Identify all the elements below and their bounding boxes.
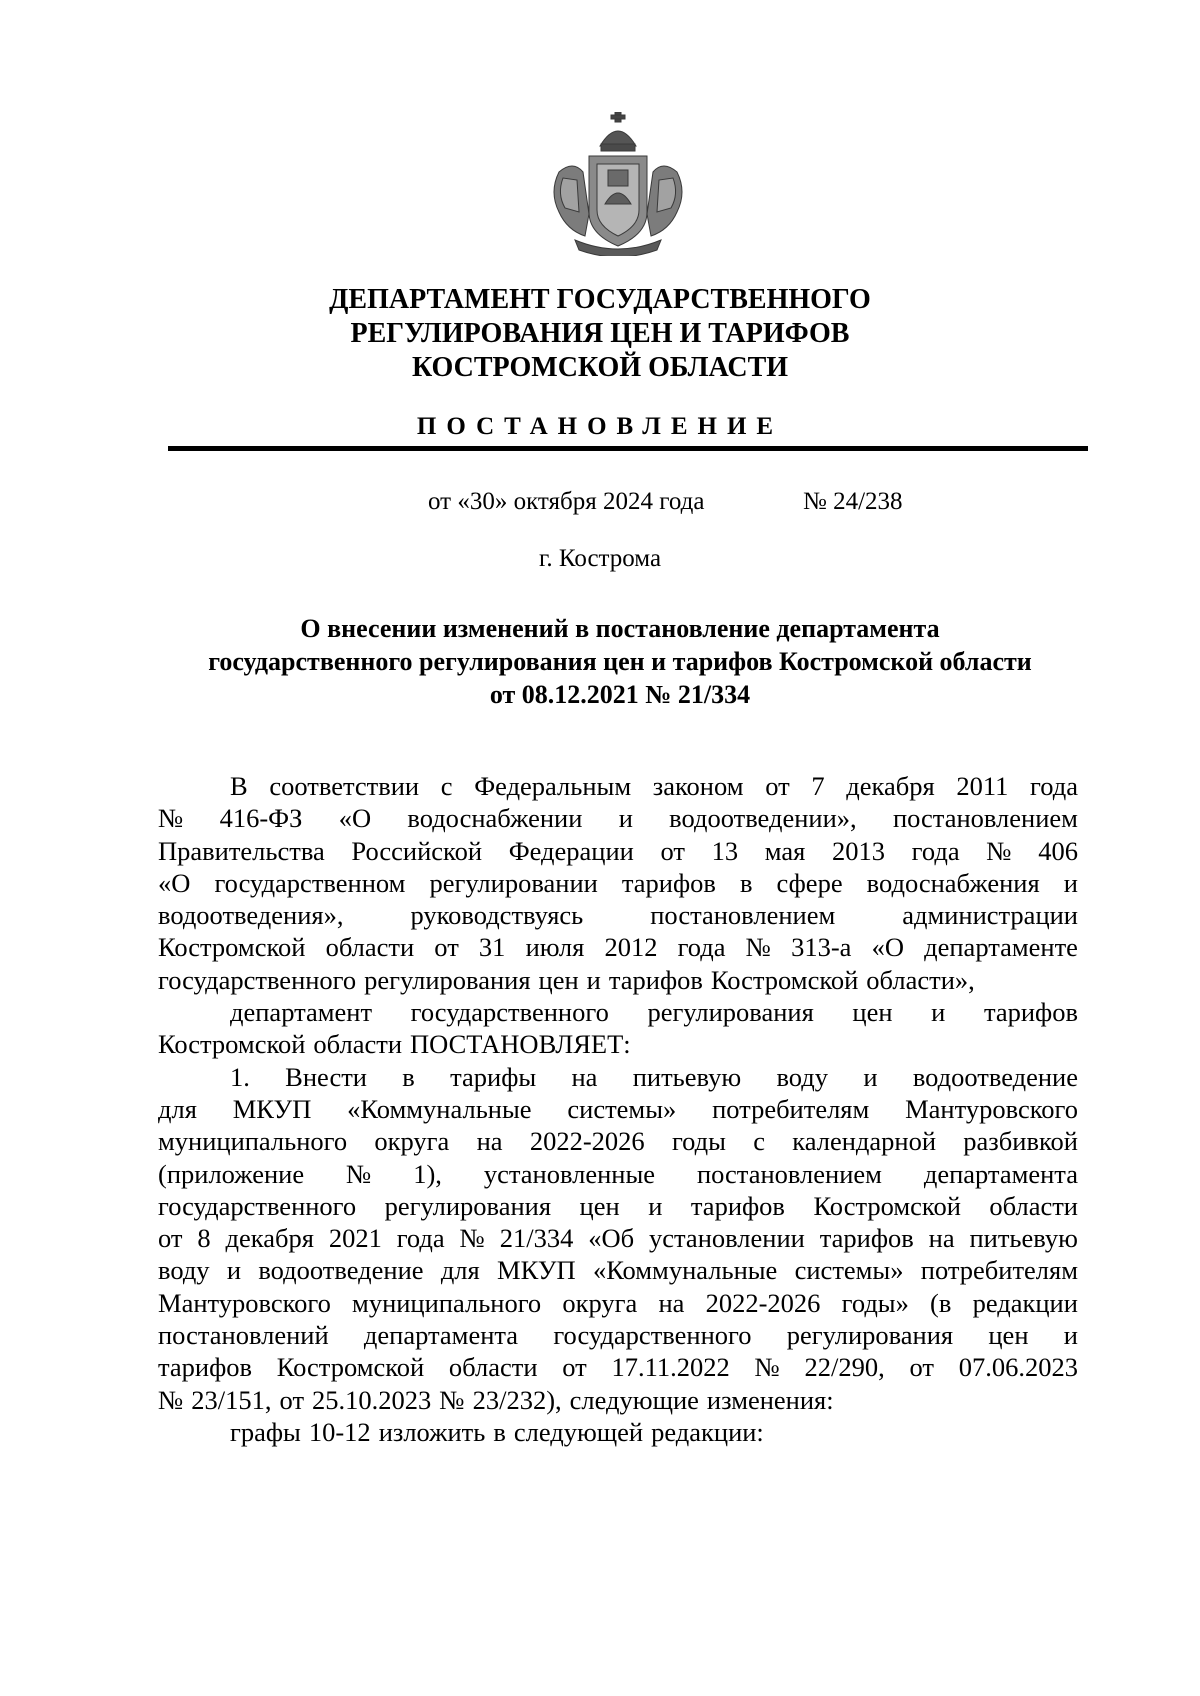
body-word: государственного [158,964,357,995]
body-word: в [493,1416,506,1447]
body-word: декабря [225,1223,314,1254]
body-line [158,770,1078,802]
body-word: тарифов [690,1190,785,1221]
body-word: постановлений [158,1320,329,1351]
department-name [150,283,1050,385]
document-body [158,770,1078,1448]
body-word: 10-12 [308,1416,371,1447]
body-word: «Об [588,1223,635,1254]
body-word: № [745,932,771,963]
body-line [158,1190,1078,1222]
body-word: воду [158,1255,210,1286]
body-word: Костромской [158,932,306,963]
body-word: водоотведение [912,1061,1078,1092]
body-word: 21/334 [499,1223,574,1254]
department-name-line: РЕГУЛИРОВАНИЯ ЦЕН И ТАРИФОВ [350,318,850,349]
body-word: 8 [197,1223,211,1254]
document-city: г. Кострома [538,545,662,572]
body-word: цен [579,1190,620,1221]
body-word: от [765,771,790,801]
body-word: Федеральным [474,771,632,801]
body-line [158,996,1078,1028]
body-word: 2012 [604,932,658,963]
body-word: и [863,1061,878,1092]
body-word: 22/290, [804,1352,885,1383]
body-line [158,1222,1078,1254]
body-word: редакции [972,1287,1078,1318]
body-word: в [402,1061,415,1092]
subject-line: от 08.12.2021 № 21/334 [489,680,751,709]
body-word: области», [866,964,975,995]
body-word: тарифов [983,997,1078,1028]
body-line [158,1125,1078,1157]
body-word: и [586,964,601,995]
body-word: от [562,1352,587,1383]
body-word: № [459,1223,485,1254]
body-word: года [677,932,726,963]
body-word: 416-ФЗ [219,803,303,834]
subject-line: государственного регулирования цен и тарифов Костромской области [208,647,1032,676]
body-word: департамента [363,1320,519,1351]
body-line [158,931,1078,963]
body-line [158,899,1078,931]
body-line [158,1384,1078,1416]
body-word: 07.06.2023 [958,1352,1078,1383]
body-word: календарной [792,1126,937,1157]
body-word: руководствуясь [410,900,584,931]
body-word: водоснабжении [407,803,583,834]
body-word: государственном [214,867,406,898]
body-line [158,1254,1078,1286]
body-word: изменения: [706,1384,834,1415]
body-word: цен [538,964,579,995]
body-word: № [986,835,1012,866]
body-word: разбивкой [963,1126,1078,1157]
body-line [158,1416,1078,1448]
body-word: 1. [230,1061,250,1092]
body-word: государственного [158,1190,357,1221]
body-word: потребителям [920,1255,1078,1286]
body-word: регулировании [429,867,598,898]
body-word: законом [652,771,744,801]
body-word: администрации [902,900,1078,931]
body-word: Мантуровского [158,1287,331,1318]
body-word: водоснабжения [866,867,1040,898]
body-word: Мантуровского [905,1093,1078,1124]
body-line [158,1287,1078,1319]
body-word: годы [671,1126,726,1157]
body-word: области [989,1190,1078,1221]
body-word: 313-а [791,932,852,963]
body-word: Костромской [276,1352,425,1383]
body-word: и [648,1190,663,1221]
body-word: 2021 [328,1223,382,1254]
body-line [158,1351,1078,1383]
body-word: 23/151, [191,1384,272,1415]
body-word: от [158,1223,183,1254]
body-word: № [439,1384,465,1415]
body-word: редакции: [651,1416,764,1447]
body-word: изложить [378,1416,486,1447]
body-word: регулирования [647,997,814,1028]
body-word: водоотведение [258,1255,424,1286]
body-word: МКУП [232,1093,312,1124]
body-word: «Коммунальные [347,1093,532,1124]
body-word: от [279,1384,305,1415]
body-word: «О [871,932,904,963]
body-word: от [660,835,685,866]
body-word: № [346,1158,372,1189]
body-word: следующие [569,1384,699,1415]
body-word: от [434,932,459,963]
body-word: государственного [410,997,609,1028]
body-word: муниципального [352,1287,542,1318]
body-word: Костромской [710,964,859,995]
document-subject [150,612,1090,711]
body-line [158,964,1078,996]
body-word: 13 [711,835,739,866]
body-word: (в [930,1287,952,1318]
body-line [158,867,1078,899]
body-word: тарифов [158,1352,253,1383]
body-word: департаменте [924,932,1078,963]
body-word: водоотведении», [669,803,857,834]
body-word: «Коммунальные [592,1255,778,1286]
body-word: и [1063,1320,1078,1351]
body-word: установлении [649,1223,805,1254]
body-word: тарифов [621,867,716,898]
body-word: № [158,1384,184,1415]
body-word: постановлением [696,1158,882,1189]
body-word: следующей [513,1416,644,1447]
body-word: установленные [483,1158,656,1189]
body-word: ПОСТАНОВЛЯЕТ: [410,1029,631,1060]
body-word: «О [158,867,191,898]
body-word: графы [230,1416,301,1447]
body-word: года [1030,771,1078,801]
coat-of-arms-icon [545,112,691,256]
body-word: системы» [794,1255,904,1286]
document-date: от «30» октября 2024 года [428,488,705,515]
body-word: Федерации [508,835,634,866]
body-word: 25.10.2023 [312,1384,432,1415]
body-word: Внести [285,1061,367,1092]
body-word: департамент [230,997,373,1028]
body-word: в [739,867,753,898]
body-word: тарифов [608,964,703,995]
body-word: Костромской [813,1190,961,1221]
body-word: 7 [811,771,825,801]
body-word: тарифов [819,1223,914,1254]
body-word: питьевую [969,1223,1078,1254]
body-word: питьевую [632,1061,742,1092]
body-word: Костромской [158,1029,306,1060]
body-word: 2011 [956,771,1009,801]
body-word: для [158,1093,197,1124]
body-word: № [754,1352,780,1383]
body-line [158,1028,1078,1060]
body-word: Российской [351,835,483,866]
body-line [158,1319,1078,1351]
body-word: 406 [1038,835,1078,866]
date-number-line [428,488,903,516]
body-word: регулирования [364,964,531,995]
body-word: 17.11.2022 [611,1352,730,1383]
body-word: мая [764,835,806,866]
document-type: ПОСТАНОВЛЕНИЕ [416,413,784,440]
body-line [158,835,1078,867]
body-word: и [931,997,946,1028]
body-word: округа [374,1126,450,1157]
body-word: сфере [776,867,843,898]
body-word: и [1063,867,1078,898]
department-name-line: ДЕПАРТАМЕНТ ГОСУДАРСТВЕННОГО [329,284,871,315]
body-word: на [928,1223,955,1254]
body-word: МКУП [497,1255,576,1286]
body-word: цен [988,1320,1029,1351]
body-word: июля [525,932,585,963]
body-word: постановлением [892,803,1078,834]
body-word: на [476,1126,503,1157]
body-word: соответствии [269,771,420,801]
body-word: регулирования [384,1190,552,1221]
body-word: системы» [567,1093,677,1124]
department-name-line: КОСТРОМСКОЙ ОБЛАСТИ [411,352,789,383]
body-word: Правительства [158,835,325,866]
body-line [158,1158,1078,1190]
body-word: и [226,1255,242,1286]
body-word: годы» [841,1287,909,1318]
body-word: № [158,803,184,834]
body-word: декабря [846,771,935,801]
body-word: области [448,1352,538,1383]
body-word: тарифы [450,1061,537,1092]
body-word: 2022-2026 [705,1287,821,1318]
header-divider [168,446,1088,451]
body-word: на [571,1061,598,1092]
body-word: с [753,1126,765,1157]
body-word: департамента [923,1158,1078,1189]
body-word: регулирования [786,1320,954,1351]
body-word: от [909,1352,934,1383]
body-line [158,1093,1078,1125]
subject-line: О внесении изменений в постановление департамента [300,614,940,643]
body-word: года [396,1223,445,1254]
body-word: округа [562,1287,638,1318]
body-word: области [325,932,415,963]
body-word: и [618,803,633,834]
body-word: на [658,1287,685,1318]
body-word: воду [776,1061,829,1092]
body-word: муниципального [158,1126,348,1157]
document-number: № 24/238 [803,488,903,515]
body-word: В [230,771,248,801]
body-word: водоотведения», [158,900,344,931]
body-word: 2013 [832,835,885,866]
body-word: 23/232), [472,1384,562,1415]
body-word: для [440,1255,480,1286]
body-line [158,802,1078,834]
body-word: потребителям [712,1093,870,1124]
body-word: 2022-2026 [529,1126,645,1157]
body-word: года [911,835,960,866]
body-word: 31 [478,932,506,963]
body-word: 1), [413,1158,442,1189]
body-word: «О [338,803,372,834]
body-line [158,1061,1078,1093]
body-word: с [440,771,453,801]
body-word: цен [852,997,893,1028]
body-word: постановлением [650,900,836,931]
body-word: (приложение [158,1158,305,1189]
body-word: области [313,1029,403,1060]
body-word: государственного [553,1320,752,1351]
